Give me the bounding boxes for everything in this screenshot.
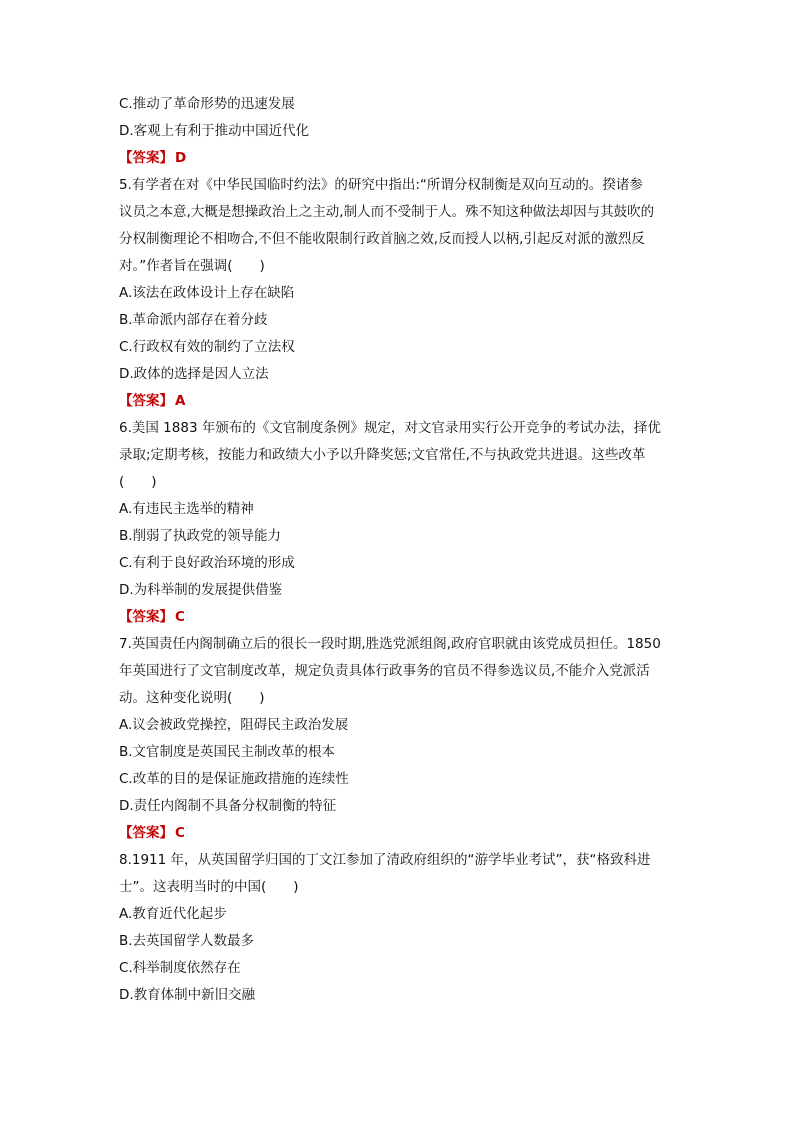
option-c: C.有利于良好政治环境的形成	[119, 555, 295, 571]
answer-line	[119, 820, 679, 847]
answer-line	[119, 604, 679, 631]
answer-label: 【答案】	[119, 150, 173, 166]
answer-label: 【答案】	[119, 393, 173, 409]
option-d: D.政体的选择是因人立法	[119, 366, 269, 382]
option-c: C.推动了革命形势的迅速发展	[119, 96, 295, 112]
option-c: C.行政权有效的制约了立法权	[119, 339, 295, 355]
question-text-line: 对。”作者旨在强调( )	[119, 258, 265, 274]
option-b: B.文官制度是英国民主制改革的根本	[119, 744, 336, 760]
prev-question-tail	[119, 91, 679, 172]
question-text-line: 8.1911 年，从英国留学归国的丁文江参加了清政府组织的“游学毕业考试”，获“格致科进	[119, 852, 651, 868]
answer-line	[119, 388, 679, 415]
question-text-line: 士”。这表明当时的中国( )	[119, 879, 299, 895]
answer-label: 【答案】	[119, 825, 173, 841]
option-c: C.科举制度依然存在	[119, 960, 241, 976]
option-d: D.为科举制的发展提供借鉴	[119, 582, 283, 598]
question-5	[119, 172, 679, 415]
question-text-line: 分权制衡理论不相吻合,不但不能收限制行政首脑之效,反而授人以柄,引起反对派的激烈反	[119, 231, 645, 247]
answer-value: D	[175, 150, 187, 166]
question-text-line: ( )	[119, 474, 157, 490]
answer-label: 【答案】	[119, 609, 173, 625]
question-text-line: 7.英国责任内阁制确立后的很长一段时期,胜选党派组阁,政府官职就由该党成员担任。1850	[119, 636, 661, 652]
answer-line	[119, 145, 679, 172]
answer-value: C	[175, 609, 185, 625]
question-text-line: 6.美国 1883 年颁布的《文官制度条例》规定，对文官录用实行公开竞争的考试办法，择优	[119, 420, 661, 436]
option-d: D.客观上有利于推动中国近代化	[119, 123, 310, 139]
option-d: D.教育体制中新旧交融	[119, 987, 256, 1003]
question-text-line: 议员之本意,大概是想操政治上之主动,制人而不受制于人。殊不知这种做法却因与其鼓吹的	[119, 204, 655, 220]
option-a: A.教育近代化起步	[119, 906, 227, 922]
option-a: A.有违民主选举的精神	[119, 501, 254, 517]
option-b: B.去英国留学人数最多	[119, 933, 255, 949]
option-b: B.削弱了执政党的领导能力	[119, 528, 282, 544]
question-text-line: 录取;定期考核，按能力和政绩大小予以升降奖惩;文官常任,不与执政党共进退。这些改革	[119, 447, 646, 463]
option-a: A.该法在政体设计上存在缺陷	[119, 285, 295, 301]
option-d: D.责任内阁制不具备分权制衡的特征	[119, 798, 337, 814]
question-6	[119, 415, 679, 631]
question-7	[119, 631, 679, 847]
document-page	[119, 91, 679, 1009]
option-a: A.议会被政党操控，阻碍民主政治发展	[119, 717, 349, 733]
question-text-line: 年英国进行了文官制度改革，规定负责具体行政事务的官员不得参选议员,不能介入党派活	[119, 663, 650, 679]
answer-value: C	[175, 825, 185, 841]
option-c: C.改革的目的是保证施政措施的连续性	[119, 771, 349, 787]
answer-value: A	[175, 393, 186, 409]
question-8	[119, 847, 679, 1009]
question-text-line: 动。这种变化说明( )	[119, 690, 265, 706]
question-text-line: 5.有学者在对《中华民国临时约法》的研究中指出:“所谓分权制衡是双向互动的。揆诸参	[119, 177, 643, 193]
option-b: B.革命派内部存在着分歧	[119, 312, 268, 328]
